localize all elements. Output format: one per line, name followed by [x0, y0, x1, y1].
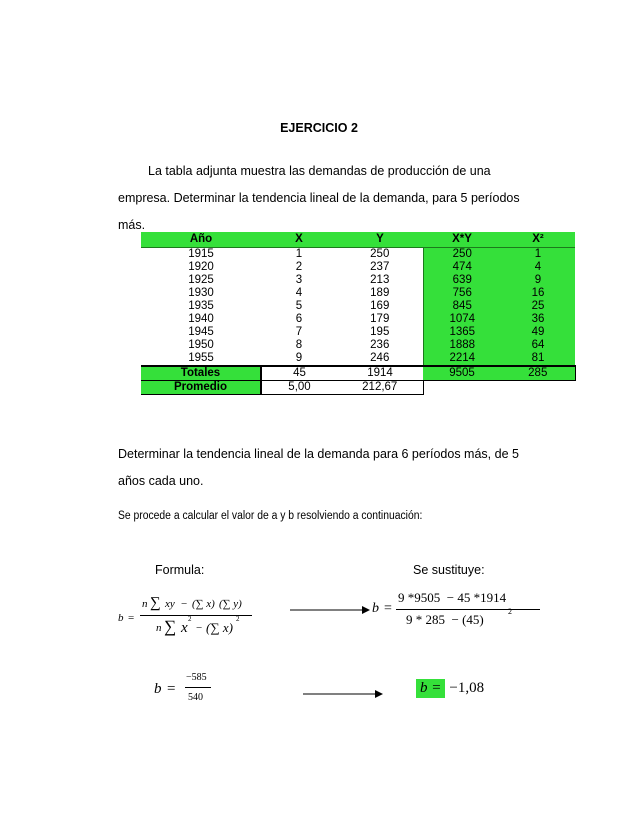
- xy-cell: 639: [423, 274, 501, 287]
- result-highlight: [416, 679, 445, 698]
- fraction-denominator: 540: [188, 692, 203, 703]
- formula-minus-2: −: [196, 622, 203, 634]
- header-xy: X*Y: [423, 232, 501, 248]
- x2-cell: 16: [501, 287, 575, 300]
- year-cell: 1940: [188, 313, 214, 325]
- table-row: [141, 274, 575, 287]
- year-cell: 1930: [188, 287, 214, 299]
- x-cell: 2: [295, 261, 303, 273]
- x-cell: 5: [295, 300, 303, 312]
- x2-cell: 9: [501, 274, 575, 287]
- table-row: [141, 287, 575, 300]
- table-row: [141, 261, 575, 274]
- fraction-b: b: [154, 681, 162, 697]
- intro-paragraph: La tabla adjunta muestra las demandas de producción de una empresa. Determinar la tendencia lineal de la demanda, para 5 períodos más.: [118, 164, 520, 232]
- y-cell: 179: [370, 313, 390, 325]
- xy-cell: 845: [423, 300, 501, 313]
- generic-formula: [118, 595, 278, 646]
- question-paragraph: Determinar la tendencia lineal de la demanda para 6 períodos más, de 5 años cada uno.: [118, 447, 519, 488]
- formula-sum-symbol: ∑: [150, 595, 161, 611]
- substitute-label: Se sustituye:: [413, 563, 485, 577]
- average-y: 212,67: [337, 381, 423, 395]
- procedure-text: Se procede a calcular el valor de a y b resolviendo a continuación:: [118, 510, 423, 522]
- page-title: EJERCICIO 2: [280, 121, 358, 135]
- formula-xy: xy: [165, 598, 175, 610]
- totals-y: 1914: [337, 366, 423, 381]
- x2-cell: 25: [501, 300, 575, 313]
- formula-label: Formula:: [155, 563, 205, 577]
- x-cell: 4: [295, 287, 303, 299]
- year-cell: 1925: [188, 274, 214, 286]
- result-equals: =: [431, 680, 442, 696]
- xy-cell: 756: [423, 287, 501, 300]
- table-row: [141, 300, 575, 313]
- formula-exponent: 2: [188, 615, 192, 623]
- header-year: Año: [141, 232, 261, 248]
- substitution-denominator: 9 * 285 − (45): [406, 612, 484, 627]
- x-cell: 1: [295, 248, 303, 260]
- formula-n-denominator: n: [156, 622, 162, 634]
- year-cell: 1950: [188, 339, 214, 351]
- average-x: 5,00: [261, 381, 337, 395]
- y-cell: 246: [337, 352, 423, 366]
- year-cell: 1915: [188, 248, 214, 260]
- year-cell: 1935: [188, 300, 214, 312]
- fraction-bar: [185, 687, 211, 688]
- fraction-numerator: −585: [186, 672, 207, 683]
- formula-n: n: [142, 598, 148, 610]
- header-y: Y: [337, 232, 423, 248]
- x2-cell: 49: [501, 326, 575, 339]
- arrow-2: [303, 689, 383, 699]
- substitution-fraction-bar: [396, 609, 540, 610]
- xy-cell: 1365: [423, 326, 501, 339]
- totals-label: Totales: [141, 366, 261, 381]
- header-x2: X²: [501, 232, 575, 248]
- result-formula: [416, 679, 484, 701]
- formula-sum-x-squared: (∑ x): [206, 620, 233, 635]
- formula-sum-y: (∑ y): [219, 598, 242, 610]
- x-cell: 6: [295, 313, 303, 325]
- formula-exponent-2: 2: [236, 615, 240, 623]
- y-cell: 169: [370, 300, 390, 312]
- table-row: [141, 313, 575, 326]
- x2-cell: 64: [501, 339, 575, 352]
- average-row: [141, 381, 575, 395]
- y-cell: 213: [370, 274, 390, 286]
- x2-cell: 4: [501, 261, 575, 274]
- substitution-formula: [372, 590, 552, 634]
- x-cell: 3: [295, 274, 303, 286]
- y-cell: 195: [370, 326, 390, 338]
- x2-cell: 1: [501, 248, 575, 262]
- demand-table: [141, 232, 576, 395]
- xy-cell: 474: [423, 261, 501, 274]
- y-cell: 189: [370, 287, 390, 299]
- x-cell: 9: [261, 352, 337, 366]
- totals-x: 45: [261, 366, 337, 381]
- y-cell: 236: [370, 339, 390, 351]
- totals-row: [141, 366, 575, 381]
- substitution-equals: =: [384, 601, 392, 616]
- formula-sum-symbol-2: ∑: [164, 617, 177, 636]
- header-x: X: [261, 232, 337, 248]
- result-b: b: [420, 680, 428, 696]
- totals-xy: 9505: [423, 366, 501, 381]
- table-row: [141, 352, 575, 366]
- result-value: −1,08: [449, 680, 485, 696]
- fraction-equals: =: [167, 681, 176, 697]
- table-row: [141, 248, 575, 262]
- fraction-formula: [154, 672, 234, 708]
- formula-minus: −: [181, 598, 188, 610]
- y-cell: 250: [370, 248, 390, 260]
- x2-cell: 81: [501, 352, 575, 366]
- formula-equals: =: [128, 612, 135, 624]
- xy-cell: 1888: [423, 339, 501, 352]
- y-cell: 237: [370, 261, 390, 273]
- xy-cell: 2214: [423, 352, 501, 366]
- xy-cell: 250: [423, 248, 501, 262]
- x-cell: 8: [295, 339, 303, 351]
- table-row: [141, 339, 575, 352]
- year-cell: 1920: [188, 261, 214, 273]
- totals-x2: 285: [501, 366, 575, 381]
- year-cell: 1955: [141, 352, 261, 366]
- formula-b: b: [118, 612, 124, 624]
- substitution-b: b: [372, 601, 379, 616]
- year-cell: 1945: [188, 326, 214, 338]
- formula-sum-x: (∑ x): [192, 598, 215, 610]
- formula-x: x: [181, 620, 188, 636]
- average-label: Promedio: [141, 381, 261, 395]
- xy-cell: 1074: [423, 313, 501, 326]
- table-row: [141, 326, 575, 339]
- substitution-numerator: 9 *9505 − 45 *1914: [398, 590, 507, 605]
- x2-cell: 36: [501, 313, 575, 326]
- x-cell: 7: [295, 326, 303, 338]
- arrow-1: [290, 605, 370, 615]
- table-header-row: [141, 232, 575, 248]
- substitution-exponent: 2: [508, 607, 512, 616]
